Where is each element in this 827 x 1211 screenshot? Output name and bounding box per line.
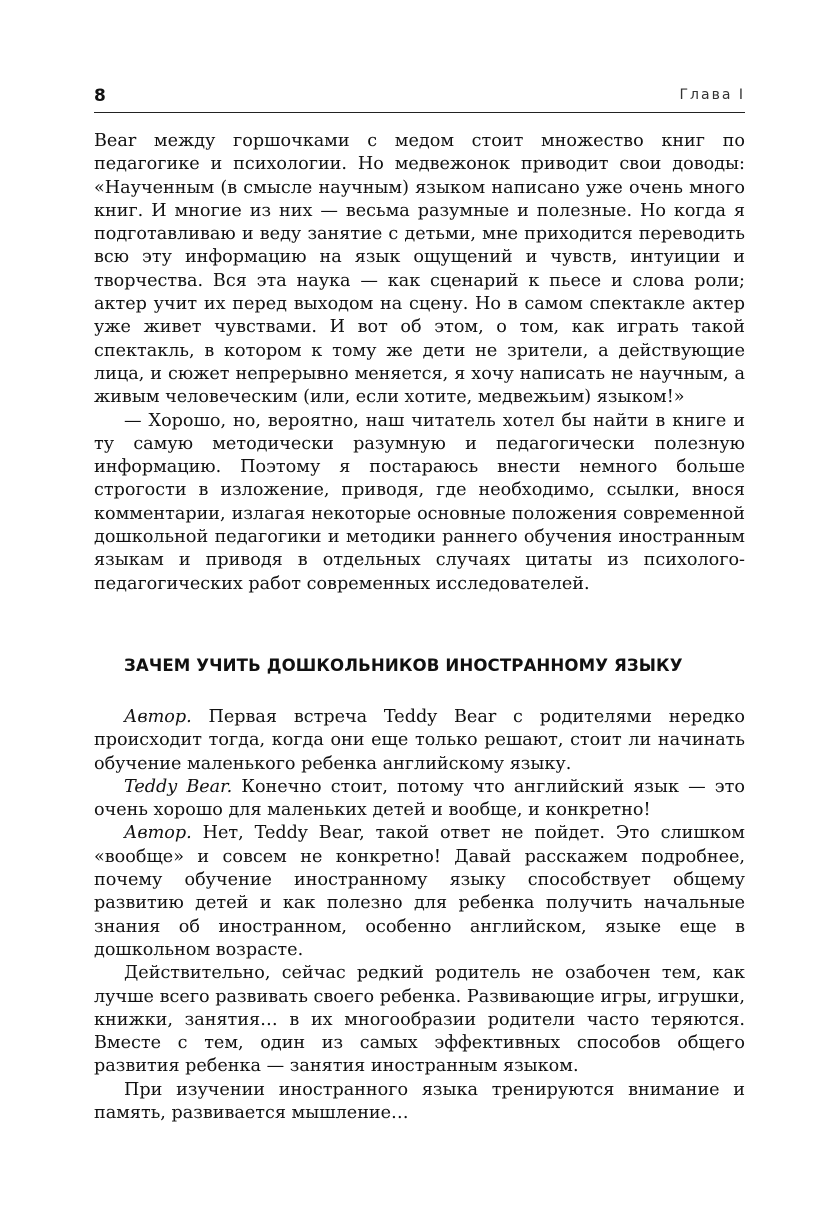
dialogue-text: Первая встреча Teddy Bear с родителями нередко происходит тогда, когда они еще только решают, стоит ли начинать обучение маленького ребенка английскому языку. [94, 707, 745, 774]
dialogue-text: Конечно стоит, потому что английский язык — это очень хорошо для маленьких детей и вообще, и конкретно! [94, 776, 745, 821]
page-number: 8 [94, 86, 106, 106]
dialogue-line [94, 706, 745, 776]
dialogue-line [94, 776, 745, 823]
paragraph: Действительно, сейчас редкий родитель не озабочен тем, как лучше всего развивать своего ребенка. Развивающие игры, игрушки, книжки, занятия… в их многообразии родители часто теряются. Вместе с тем, один из самых эффективных способов общего развития ребенка — занятия иностранным языком. [94, 963, 745, 1077]
speaker-name: Автор. [124, 823, 192, 844]
section-heading: ЗАЧЕМ УЧИТЬ ДОШКОЛЬНИКОВ ИНОСТРАННОМУ ЯЗЫКУ [124, 656, 683, 675]
running-header [94, 84, 745, 113]
chapter-label: Глава I [679, 87, 745, 103]
paragraph: — Хорошо, но, вероятно, наш читатель хотел бы найти в книге и ту самую методически разумную и педагогически полезную информацию. Поэтому я постараюсь внести немного больше строгости в изложение, приводя, где необходимо, ссылки, внося комментарии, излагая некоторые основные положения современной дошкольной педагогики и методики раннего обучения иностранным языкам и приводя в отдельных случаях цитаты из психолого-педагогических работ современных исследователей. [94, 410, 745, 594]
speaker-name: Teddy Bear. [124, 776, 233, 797]
section-2-text [94, 706, 745, 1125]
paragraph: При изучении иностранного языка тренируются внимание и память, развивается мышление… [94, 1079, 745, 1124]
speaker-name: Автор. [124, 707, 192, 727]
section-1-text [94, 130, 745, 596]
paragraph: Bear между горшочками с медом стоит множество книг по педагогике и психологии. Но медвежонок приводит свои доводы: «Наученным (в смысле научным) языком написано уже очень много книг. И многие из них — весьма разумные и полезные. Но когда я подготавливаю и веду занятие с детьми, мне приходится переводить всю эту информацию на язык ощущений и чувств, интуиции и творчества. Вся эта наука — как сценарий к пьесе и слова роли; актер учит их перед выходом на сцену. Но в самом спектакле актер уже живет чувствами. И вот об этом, о том, как играть такой спектакль, в котором к тому же дети не зрители, а действующие лица, и сюжет непрерывно меняется, я хочу написать не научным, а живым человеческим (или, если хотите, медвежьим) языком!» [94, 131, 745, 408]
dialogue-text: Нет, Teddy Bear, такой ответ не пойдет. Это слишком «вообще» и совсем не конкретно! Давай расскажем подробнее, почему обучение иностранному языку способствует общему развитию детей и как полезно для ребенка получить начальные знания об иностранном, особенно английском, языке еще в дошкольном возрасте. [94, 823, 745, 960]
dialogue-line [94, 822, 745, 962]
